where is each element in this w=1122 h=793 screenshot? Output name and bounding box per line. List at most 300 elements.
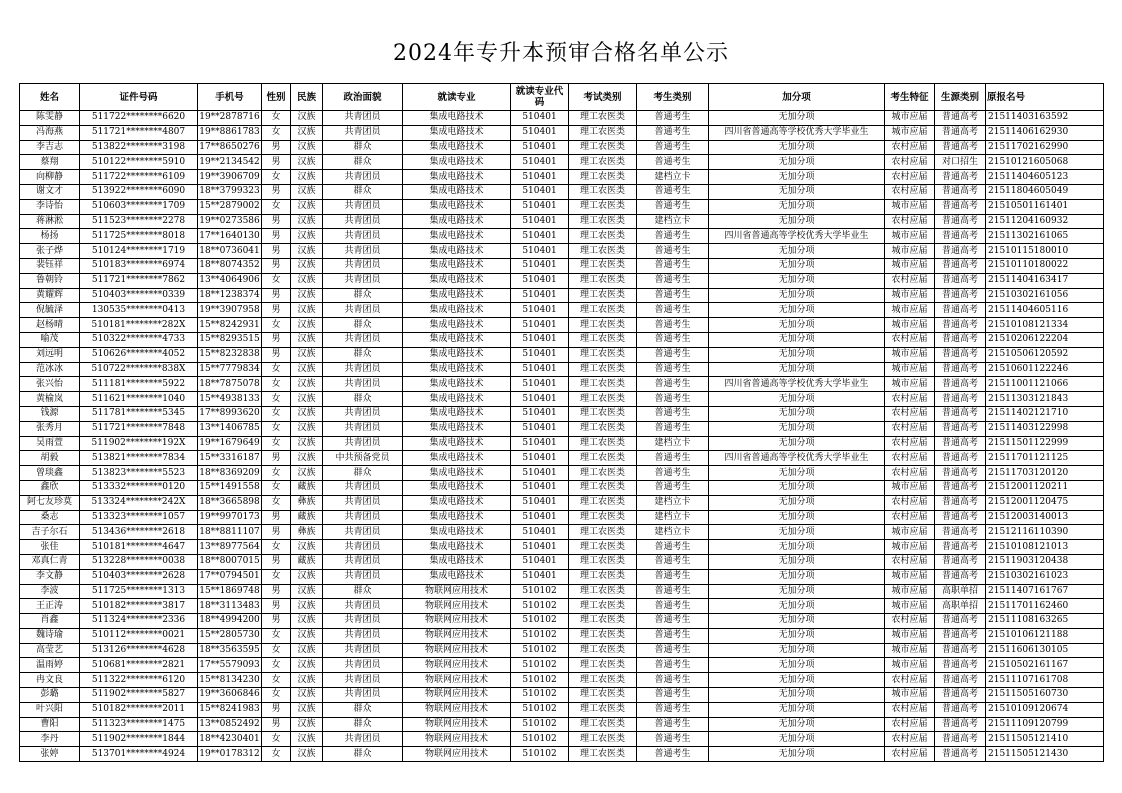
cell-phone: 19**2878716 (198, 111, 262, 126)
cell-candidate-type: 普通考生 (637, 480, 709, 495)
cell-phone: 15**7779834 (198, 362, 262, 377)
column-header-id-number: 证件号码 (80, 84, 198, 111)
cell-source-category: 普通高考 (935, 229, 986, 244)
cell-ethnicity: 汉族 (291, 258, 323, 273)
cell-name: 喻茂 (20, 332, 80, 347)
cell-bonus-item: 无加分项 (709, 392, 885, 407)
cell-major-code: 510401 (511, 495, 569, 510)
cell-candidate-feature: 农村应届 (885, 466, 935, 481)
cell-source-category: 普通高考 (935, 480, 986, 495)
cell-id-number: 513821********7834 (80, 451, 198, 466)
cell-phone: 19**0273586 (198, 214, 262, 229)
cell-major: 集成电路技术 (403, 111, 511, 126)
cell-phone: 15**8293515 (198, 332, 262, 347)
cell-ethnicity: 汉族 (291, 377, 323, 392)
cell-phone: 19**3606846 (198, 688, 262, 703)
table-row (20, 510, 1104, 525)
cell-exam-category: 理工农医类 (569, 229, 637, 244)
cell-gender: 女 (262, 628, 291, 643)
cell-candidate-type: 普通考生 (637, 332, 709, 347)
cell-bonus-item: 无加分项 (709, 540, 885, 555)
cell-gender: 女 (262, 569, 291, 584)
cell-candidate-feature: 城市应届 (885, 347, 935, 362)
cell-major: 物联网应用技术 (403, 673, 511, 688)
table-row (20, 377, 1104, 392)
cell-source-category: 普通高考 (935, 347, 986, 362)
cell-major-code: 510401 (511, 318, 569, 333)
cell-source-category: 普通高考 (935, 525, 986, 540)
cell-candidate-feature: 城市应届 (885, 688, 935, 703)
cell-major: 物联网应用技术 (403, 643, 511, 658)
cell-ethnicity: 汉族 (291, 569, 323, 584)
table-row (20, 140, 1104, 155)
cell-source-category: 普通高考 (935, 214, 986, 229)
cell-candidate-type: 普通考生 (637, 288, 709, 303)
cell-gender: 女 (262, 732, 291, 747)
cell-name: 吉子尔石 (20, 525, 80, 540)
cell-name: 叶兴阳 (20, 702, 80, 717)
cell-bonus-item: 无加分项 (709, 658, 885, 673)
cell-major-code: 510401 (511, 229, 569, 244)
cell-major-code: 510401 (511, 125, 569, 140)
cell-ethnicity: 汉族 (291, 273, 323, 288)
cell-major: 集成电路技术 (403, 170, 511, 185)
cell-major: 集成电路技术 (403, 406, 511, 421)
cell-political-status: 中共预备党员 (323, 451, 403, 466)
cell-id-number: 511902********192X (80, 436, 198, 451)
cell-candidate-feature: 农村应届 (885, 717, 935, 732)
cell-candidate-feature: 农村应届 (885, 451, 935, 466)
cell-bonus-item: 无加分项 (709, 643, 885, 658)
cell-phone: 18**7875078 (198, 377, 262, 392)
cell-candidate-type: 建档立卡 (637, 436, 709, 451)
table-row (20, 540, 1104, 555)
cell-source-category: 高职单招 (935, 584, 986, 599)
cell-phone: 18**1238374 (198, 288, 262, 303)
cell-major: 集成电路技术 (403, 244, 511, 259)
cell-major-code: 510401 (511, 155, 569, 170)
cell-ethnicity: 汉族 (291, 288, 323, 303)
cell-exam-category: 理工农医类 (569, 436, 637, 451)
cell-candidate-feature: 农村应届 (885, 702, 935, 717)
cell-gender: 男 (262, 214, 291, 229)
cell-phone: 17**1640130 (198, 229, 262, 244)
cell-major-code: 510401 (511, 258, 569, 273)
cell-phone: 15**1491558 (198, 480, 262, 495)
cell-phone: 19**9970173 (198, 510, 262, 525)
cell-registration-number: 21511303121843 (986, 392, 1104, 407)
cell-name: 蔡翔 (20, 155, 80, 170)
cell-gender: 男 (262, 229, 291, 244)
cell-major-code: 510401 (511, 569, 569, 584)
cell-candidate-type: 普通考生 (637, 569, 709, 584)
cell-registration-number: 21511406162930 (986, 125, 1104, 140)
cell-candidate-type: 普通考生 (637, 584, 709, 599)
table-row (20, 170, 1104, 185)
cell-candidate-feature: 城市应届 (885, 229, 935, 244)
cell-id-number: 511722********6109 (80, 170, 198, 185)
cell-ethnicity: 汉族 (291, 628, 323, 643)
cell-registration-number: 21510302161056 (986, 288, 1104, 303)
cell-political-status: 群众 (323, 155, 403, 170)
cell-registration-number: 21510121605068 (986, 155, 1104, 170)
cell-id-number: 511523********2278 (80, 214, 198, 229)
cell-bonus-item: 无加分项 (709, 702, 885, 717)
cell-ethnicity: 汉族 (291, 170, 323, 185)
cell-phone: 15**8232838 (198, 347, 262, 362)
cell-name: 冯海燕 (20, 125, 80, 140)
cell-registration-number: 21511505160730 (986, 688, 1104, 703)
cell-candidate-type: 普通考生 (637, 421, 709, 436)
cell-source-category: 普通高考 (935, 732, 986, 747)
cell-exam-category: 理工农医类 (569, 214, 637, 229)
table-row (20, 111, 1104, 126)
table-row (20, 554, 1104, 569)
table-row (20, 658, 1104, 673)
column-header-major: 就读专业 (403, 84, 511, 111)
table-row (20, 273, 1104, 288)
table-row (20, 155, 1104, 170)
cell-phone: 13**1406785 (198, 421, 262, 436)
cell-registration-number: 21511701162460 (986, 599, 1104, 614)
cell-source-category: 普通高考 (935, 540, 986, 555)
cell-id-number: 511721********4807 (80, 125, 198, 140)
cell-exam-category: 理工农医类 (569, 717, 637, 732)
cell-id-number: 511902********5827 (80, 688, 198, 703)
cell-exam-category: 理工农医类 (569, 495, 637, 510)
cell-candidate-feature: 城市应届 (885, 569, 935, 584)
cell-major: 物联网应用技术 (403, 702, 511, 717)
cell-exam-category: 理工农医类 (569, 125, 637, 140)
cell-name: 彭璐 (20, 688, 80, 703)
cell-ethnicity: 汉族 (291, 332, 323, 347)
column-header-source-category: 生源类别 (935, 84, 986, 111)
cell-id-number: 513922********6090 (80, 184, 198, 199)
cell-registration-number: 21511404605123 (986, 170, 1104, 185)
cell-id-number: 513701********4924 (80, 747, 198, 762)
table-row (20, 362, 1104, 377)
cell-phone: 19**8861783 (198, 125, 262, 140)
cell-name: 黄耀辉 (20, 288, 80, 303)
cell-candidate-type: 普通考生 (637, 318, 709, 333)
cell-major-code: 510401 (511, 140, 569, 155)
cell-phone: 18**8007015 (198, 554, 262, 569)
cell-gender: 男 (262, 510, 291, 525)
cell-id-number: 510403********2628 (80, 569, 198, 584)
cell-political-status: 共青团员 (323, 688, 403, 703)
cell-political-status: 共青团员 (323, 540, 403, 555)
cell-exam-category: 理工农医类 (569, 303, 637, 318)
cell-major-code: 510401 (511, 525, 569, 540)
cell-political-status: 共青团员 (323, 554, 403, 569)
cell-political-status: 共青团员 (323, 362, 403, 377)
cell-registration-number: 21512116110390 (986, 525, 1104, 540)
cell-major-code: 510102 (511, 584, 569, 599)
cell-exam-category: 理工农医类 (569, 466, 637, 481)
cell-exam-category: 理工农医类 (569, 702, 637, 717)
cell-political-status: 共青团员 (323, 732, 403, 747)
cell-major-code: 510401 (511, 480, 569, 495)
cell-ethnicity: 汉族 (291, 584, 323, 599)
cell-political-status: 共青团员 (323, 614, 403, 629)
cell-candidate-type: 普通考生 (637, 717, 709, 732)
cell-gender: 男 (262, 525, 291, 540)
cell-source-category: 普通高考 (935, 125, 986, 140)
cell-registration-number: 21510108121013 (986, 540, 1104, 555)
table-row (20, 347, 1104, 362)
cell-id-number: 511181********5922 (80, 377, 198, 392)
cell-major: 集成电路技术 (403, 451, 511, 466)
cell-candidate-type: 建档立卡 (637, 510, 709, 525)
cell-exam-category: 理工农医类 (569, 347, 637, 362)
cell-gender: 男 (262, 258, 291, 273)
cell-candidate-type: 普通考生 (637, 599, 709, 614)
cell-phone: 17**8650276 (198, 140, 262, 155)
cell-registration-number: 21511302161065 (986, 229, 1104, 244)
table-row (20, 406, 1104, 421)
cell-gender: 女 (262, 199, 291, 214)
cell-phone: 13**8977564 (198, 540, 262, 555)
cell-candidate-type: 普通考生 (637, 125, 709, 140)
cell-political-status: 共青团员 (323, 111, 403, 126)
cell-name: 桑志 (20, 510, 80, 525)
cell-candidate-feature: 城市应届 (885, 362, 935, 377)
cell-name: 邓真仁青 (20, 554, 80, 569)
cell-candidate-feature: 城市应届 (885, 318, 935, 333)
cell-bonus-item: 无加分项 (709, 184, 885, 199)
table-row (20, 569, 1104, 584)
cell-candidate-feature: 农村应届 (885, 214, 935, 229)
cell-ethnicity: 汉族 (291, 199, 323, 214)
cell-id-number: 511725********8018 (80, 229, 198, 244)
cell-candidate-feature: 城市应届 (885, 584, 935, 599)
cell-bonus-item: 无加分项 (709, 584, 885, 599)
cell-major: 集成电路技术 (403, 273, 511, 288)
cell-candidate-type: 建档立卡 (637, 525, 709, 540)
cell-phone: 15**2805730 (198, 628, 262, 643)
cell-political-status: 共青团员 (323, 244, 403, 259)
page-title: 2024年专升本预审合格名单公示 (393, 41, 729, 66)
cell-candidate-feature: 农村应届 (885, 554, 935, 569)
cell-gender: 女 (262, 125, 291, 140)
cell-name: 李诗怡 (20, 199, 80, 214)
cell-name: 张兴怡 (20, 377, 80, 392)
cell-candidate-feature: 城市应届 (885, 480, 935, 495)
cell-candidate-feature: 农村应届 (885, 510, 935, 525)
cell-registration-number: 21510115180010 (986, 244, 1104, 259)
cell-phone: 13**4064906 (198, 273, 262, 288)
cell-major-code: 510102 (511, 732, 569, 747)
cell-id-number: 511621********1040 (80, 392, 198, 407)
cell-gender: 女 (262, 688, 291, 703)
cell-major-code: 510401 (511, 273, 569, 288)
cell-political-status: 共青团员 (323, 332, 403, 347)
cell-gender: 男 (262, 288, 291, 303)
cell-bonus-item: 无加分项 (709, 688, 885, 703)
cell-candidate-type: 普通考生 (637, 184, 709, 199)
table-row (20, 303, 1104, 318)
table-row (20, 480, 1104, 495)
cell-bonus-item: 无加分项 (709, 347, 885, 362)
cell-major-code: 510401 (511, 332, 569, 347)
cell-gender: 女 (262, 540, 291, 555)
cell-ethnicity: 汉族 (291, 421, 323, 436)
table-row (20, 229, 1104, 244)
cell-id-number: 510626********4052 (80, 347, 198, 362)
cell-major: 物联网应用技术 (403, 614, 511, 629)
cell-id-number: 511722********6620 (80, 111, 198, 126)
cell-source-category: 普通高考 (935, 111, 986, 126)
cell-candidate-type: 普通考生 (637, 614, 709, 629)
cell-source-category: 普通高考 (935, 702, 986, 717)
cell-major: 物联网应用技术 (403, 599, 511, 614)
cell-gender: 女 (262, 377, 291, 392)
cell-candidate-type: 普通考生 (637, 540, 709, 555)
cell-political-status: 共青团员 (323, 303, 403, 318)
cell-registration-number: 21512003140013 (986, 510, 1104, 525)
table-row (20, 421, 1104, 436)
cell-bonus-item: 无加分项 (709, 554, 885, 569)
column-header-candidate-type: 考生类别 (637, 84, 709, 111)
cell-political-status: 共青团员 (323, 569, 403, 584)
cell-candidate-feature: 农村应届 (885, 332, 935, 347)
cell-major: 物联网应用技术 (403, 732, 511, 747)
cell-phone: 15**4938133 (198, 392, 262, 407)
cell-exam-category: 理工农医类 (569, 111, 637, 126)
cell-candidate-type: 建档立卡 (637, 495, 709, 510)
cell-gender: 女 (262, 392, 291, 407)
cell-political-status: 共青团员 (323, 643, 403, 658)
cell-exam-category: 理工农医类 (569, 392, 637, 407)
cell-id-number: 513228********0038 (80, 554, 198, 569)
cell-bonus-item: 无加分项 (709, 155, 885, 170)
table-row (20, 495, 1104, 510)
cell-ethnicity: 汉族 (291, 229, 323, 244)
cell-candidate-feature: 城市应届 (885, 111, 935, 126)
table-row (20, 125, 1104, 140)
cell-registration-number: 21511404163417 (986, 273, 1104, 288)
cell-ethnicity: 汉族 (291, 702, 323, 717)
cell-political-status: 共青团员 (323, 214, 403, 229)
cell-name: 赵杨晴 (20, 318, 80, 333)
cell-id-number: 511323********1475 (80, 717, 198, 732)
table-row (20, 184, 1104, 199)
cell-political-status: 群众 (323, 288, 403, 303)
cell-major-code: 510401 (511, 288, 569, 303)
column-header-bonus-item: 加分项 (709, 84, 885, 111)
cell-registration-number: 21511107161708 (986, 673, 1104, 688)
cell-exam-category: 理工农医类 (569, 332, 637, 347)
cell-political-status: 群众 (323, 466, 403, 481)
cell-major-code: 510401 (511, 377, 569, 392)
cell-name: 蒋淋淞 (20, 214, 80, 229)
cell-phone: 15**3316187 (198, 451, 262, 466)
cell-exam-category: 理工农医类 (569, 480, 637, 495)
cell-registration-number: 21511501122999 (986, 436, 1104, 451)
cell-source-category: 普通高考 (935, 569, 986, 584)
cell-gender: 男 (262, 451, 291, 466)
cell-id-number: 511902********1844 (80, 732, 198, 747)
cell-source-category: 普通高考 (935, 244, 986, 259)
cell-id-number: 510181********282X (80, 318, 198, 333)
cell-phone: 13**0852492 (198, 717, 262, 732)
cell-candidate-type: 普通考生 (637, 155, 709, 170)
cell-name: 胡毅 (20, 451, 80, 466)
table-row (20, 199, 1104, 214)
cell-exam-category: 理工农医类 (569, 199, 637, 214)
cell-candidate-feature: 城市应届 (885, 658, 935, 673)
cell-source-category: 普通高考 (935, 554, 986, 569)
cell-name: 高莹艺 (20, 643, 80, 658)
cell-candidate-type: 普通考生 (637, 747, 709, 762)
cell-bonus-item: 无加分项 (709, 288, 885, 303)
cell-exam-category: 理工农医类 (569, 673, 637, 688)
cell-gender: 女 (262, 406, 291, 421)
cell-gender: 男 (262, 584, 291, 599)
cell-name: 李文静 (20, 569, 80, 584)
cell-ethnicity: 汉族 (291, 303, 323, 318)
table-row (20, 525, 1104, 540)
cell-gender: 女 (262, 421, 291, 436)
cell-source-category: 普通高考 (935, 258, 986, 273)
cell-major-code: 510401 (511, 392, 569, 407)
cell-major-code: 510401 (511, 510, 569, 525)
cell-major-code: 510401 (511, 347, 569, 362)
cell-source-category: 普通高考 (935, 628, 986, 643)
cell-id-number: 510681********2821 (80, 658, 198, 673)
cell-bonus-item: 无加分项 (709, 332, 885, 347)
cell-source-category: 普通高考 (935, 421, 986, 436)
cell-candidate-type: 普通考生 (637, 688, 709, 703)
cell-ethnicity: 彝族 (291, 525, 323, 540)
cell-political-status: 共青团员 (323, 525, 403, 540)
cell-ethnicity: 汉族 (291, 643, 323, 658)
cell-id-number: 513126********4628 (80, 643, 198, 658)
cell-candidate-type: 普通考生 (637, 732, 709, 747)
cell-candidate-feature: 城市应届 (885, 628, 935, 643)
cell-registration-number: 21510109120674 (986, 702, 1104, 717)
cell-registration-number: 21512001120211 (986, 480, 1104, 495)
cell-phone: 15**1869748 (198, 584, 262, 599)
cell-registration-number: 21511702162990 (986, 140, 1104, 155)
cell-gender: 女 (262, 658, 291, 673)
cell-exam-category: 理工农医类 (569, 421, 637, 436)
cell-registration-number: 21510601122246 (986, 362, 1104, 377)
table-row (20, 628, 1104, 643)
cell-political-status: 共青团员 (323, 480, 403, 495)
cell-major: 物联网应用技术 (403, 658, 511, 673)
cell-bonus-item: 无加分项 (709, 732, 885, 747)
cell-major-code: 510102 (511, 628, 569, 643)
cell-name: 曹阳 (20, 717, 80, 732)
cell-major: 集成电路技术 (403, 495, 511, 510)
cell-id-number: 513823********5523 (80, 466, 198, 481)
cell-candidate-type: 普通考生 (637, 377, 709, 392)
cell-major-code: 510401 (511, 303, 569, 318)
cell-major-code: 510401 (511, 406, 569, 421)
cell-bonus-item: 无加分项 (709, 614, 885, 629)
cell-ethnicity: 汉族 (291, 436, 323, 451)
candidate-table (19, 83, 1104, 762)
cell-id-number: 510603********1709 (80, 199, 198, 214)
cell-name: 魏诗瑜 (20, 628, 80, 643)
cell-political-status: 共青团员 (323, 658, 403, 673)
cell-name: 裴钰祥 (20, 258, 80, 273)
cell-phone: 17**0794501 (198, 569, 262, 584)
cell-name: 鑫欣 (20, 480, 80, 495)
cell-exam-category: 理工农医类 (569, 406, 637, 421)
cell-candidate-feature: 农村应届 (885, 673, 935, 688)
